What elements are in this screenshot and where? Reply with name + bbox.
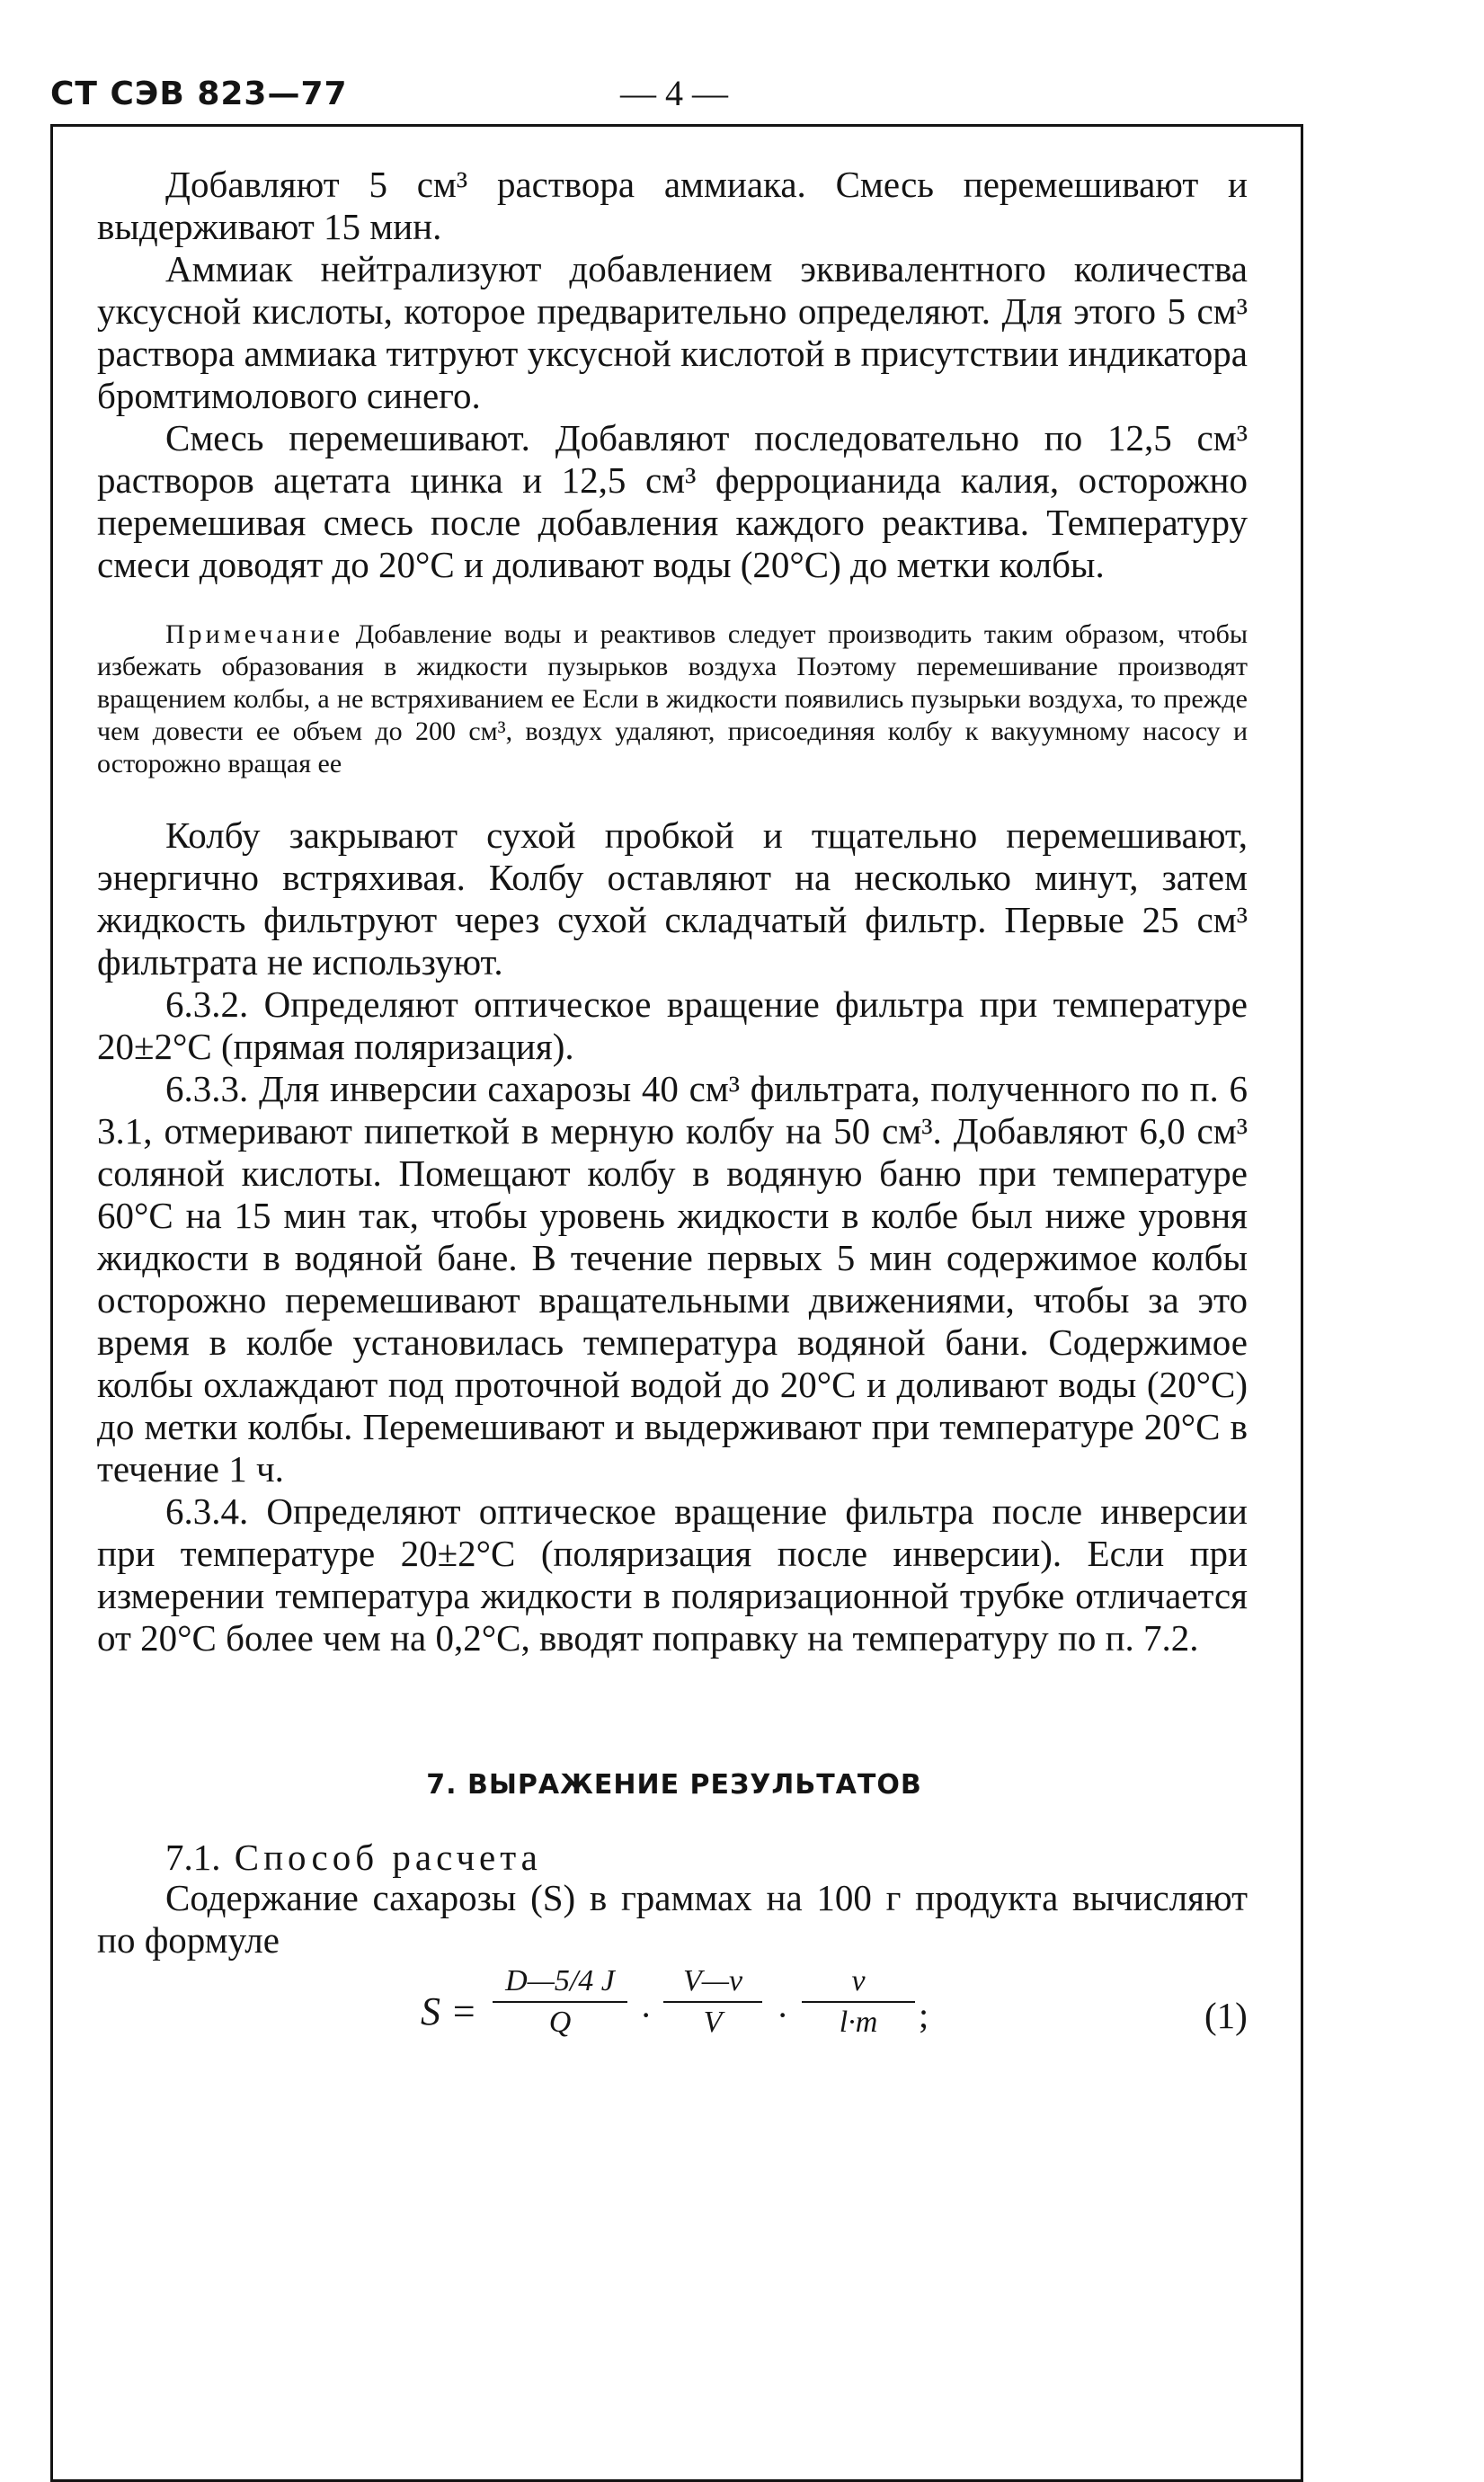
paragraph-ammonia-neutralize: Аммиак нейтрализуют добавлением эквивалентного количества уксусной кислоты, которое предварительно определяют. Для этого 5 см³ раствора аммиака титруют уксусной кислотой в присутствии индикатора бромтимолового синего.: [97, 248, 1248, 416]
fraction-3-denominator: l·m: [839, 2006, 878, 2039]
formula-lhs: S =: [421, 1989, 477, 2033]
fraction-3-numerator: v: [851, 1964, 866, 1997]
standard-code: СТ СЭВ 823—77: [50, 76, 348, 112]
fraction-1-bar: [493, 2001, 627, 2003]
paragraph-6-3-2: 6.3.2. Определяют оптическое вращение фильтра при температуре 20±2°C (прямая поляризация).: [97, 983, 1248, 1067]
frame-left-rule: [50, 126, 53, 2481]
note-heading: Примечание: [165, 619, 344, 649]
fraction-2-denominator: V: [703, 2006, 723, 2039]
calc-text-block: [97, 1877, 1248, 1962]
subsection-number: 7.1.: [165, 1837, 221, 1878]
formula-fraction-1: [493, 1963, 627, 2041]
paragraph-filtering: Колбу закрывают сухой пробкой и тщательно перемешивают, энергично встряхивая. Колбу оставляют на несколько минут, затем жидкость фильтруют через сухой складчатый фильтр. Первые 25 см³ фильтрата не используют.: [97, 814, 1248, 983]
body-text-block-1: [97, 164, 1248, 586]
paragraph-ammonia-add: Добавляют 5 см³ раствора аммиака. Смесь перемешивают и выдерживают 15 мин.: [97, 164, 1248, 247]
formula-dot-1: ·: [640, 1995, 653, 2035]
note-text: Добавление воды и реактивов следует производить таким образом, чтобы избежать образования в жидкости пузырьков воздуха Поэтому перемешивание производят вращением колбы, а не встряхиванием ее Если в жидкости появились пузырьки воздуха, то прежде чем довести ее объем до 200 см³, воздух удаляют, присоединяя колбу к вакуумному насосу и осторожно вращая ее: [97, 619, 1248, 778]
fraction-2-numerator: V—v: [682, 1964, 743, 1997]
fraction-1-numerator: D—5/4 J: [505, 1964, 615, 1997]
fraction-1-denominator: Q: [548, 2006, 572, 2039]
subsection-title: Способ расчета: [234, 1837, 542, 1878]
formula-fraction-3: [802, 1963, 915, 2041]
fraction-3-bar: [802, 2001, 915, 2003]
calc-paragraph: Содержание сахарозы (S) в граммах на 100 г продукта вычисляют по формуле: [97, 1877, 1248, 1961]
body-text-block-2: [97, 814, 1248, 1659]
paragraph-6-3-4: 6.3.4. Определяют оптическое вращение фильтра после инверсии при температуре 20±2°C (поляризация после инверсии). Если при измерении температура жидкости в поляризационной трубке отличается от 20°C более чем на 0,2°C, вводят поправку на температуру по п. 7.2.: [97, 1490, 1248, 1659]
section-heading: 7. ВЫРАЖЕНИЕ РЕЗУЛЬТАТОВ: [426, 1769, 922, 1801]
page-number: — 4 —: [620, 73, 728, 113]
fraction-2-bar: [663, 2001, 762, 2003]
formula-dot-2: ·: [777, 1995, 789, 2035]
formula-semicolon: ;: [919, 1995, 929, 2035]
paragraph-6-3-3: 6.3.3. Для инверсии сахарозы 40 см³ фильтрата, полученного по п. 6 3.1, отмеривают пипеткой в мерную колбу на 50 см³. Добавляют 6,0 см³ соляной кислоты. Помещают колбу в водяную баню при температуре 60°C на 15 мин так, чтобы уровень жидкости в колбе был ниже уровня жидкости в водяной бане. В течение первых 5 мин содержимое колбы осторожно перемешивают вращательными движениями, чтобы за это время в колбе установилась температура водяной бани. Содержимое колбы охлаждают под проточной водой до 20°C и доливают воды (20°C) до метки колбы. Перемешивают и выдерживают при температуре 20°C в течение 1 ч.: [97, 1068, 1248, 1490]
subsection-heading: [165, 1836, 542, 1879]
sucrose-formula: [0, 1963, 1484, 2053]
formula-fraction-2: [663, 1963, 762, 2041]
frame-top-rule: [50, 124, 1303, 127]
equation-number: (1): [1204, 1995, 1248, 2036]
frame-right-rule: [1301, 126, 1303, 2481]
note-block: [97, 618, 1248, 780]
paragraph-mixing: Смесь перемешивают. Добавляют последовательно по 12,5 см³ растворов ацетата цинка и 12,5 см³ ферроцианида калия, осторожно перемешивая смесь после добавления каждого реактива. Температуру смеси доводят до 20°C и доливают воды (20°C) до метки колбы.: [97, 417, 1248, 585]
